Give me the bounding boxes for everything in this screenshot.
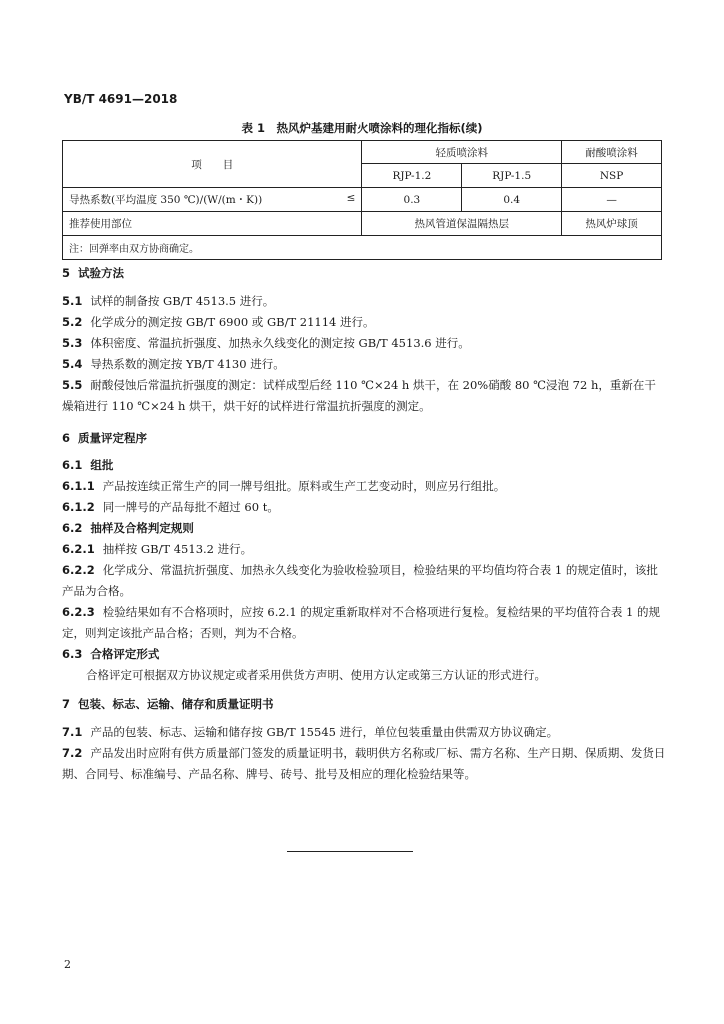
- clause-6-1-2: 6.1.2 同一牌号的产品每批不超过 60 t。: [62, 500, 279, 514]
- section-7-heading: 7 包装、标志、运输、储存和质量证明书: [62, 697, 274, 711]
- clause-5-1: 5.1 试样的制备按 GB/T 4513.5 进行。: [62, 294, 275, 308]
- table-header-row: [63, 141, 662, 164]
- clause-7-1: 7.1 产品的包装、标志、运输和储存按 GB/T 15545 进行，单位包装重量由供需双方协议确定。: [62, 725, 559, 739]
- clause-6-2-1: 6.2.1 抽样按 GB/T 4513.2 进行。: [62, 542, 253, 556]
- clause-6-3-heading: 6.3 合格评定形式: [62, 647, 160, 661]
- cell-usage-acid: 热风炉球顶: [562, 212, 662, 236]
- header-item: 项 目: [63, 141, 362, 188]
- table-row: [63, 212, 662, 236]
- clause-6-2-3: 6.2.3 检验结果如有不合格项时，应按 6.2.1 的规定重新取样对不合格项进行复检。复检结果的平均值符合表 1 的规定，则判定该批产品合格；否则，判为不合格。: [62, 605, 660, 640]
- page-number: 2: [64, 958, 71, 971]
- table-note: 注：回弹率由双方协商确定。: [63, 236, 662, 260]
- row-label-conductivity: [63, 188, 362, 212]
- clause-6-1-heading: 6.1 组批: [62, 458, 114, 472]
- subheader-rjp-1-5: RJP-1.5: [462, 164, 562, 188]
- table-note-row: [63, 236, 662, 260]
- properties-table: [62, 140, 662, 260]
- header-light-castable: 轻质喷涂料: [362, 141, 562, 164]
- clause-5-5: 5.5 耐酸侵蚀后常温抗折强度的测定：试样成型后经 110 ℃×24 h 烘干，在 20%硝酸 80 ℃浸泡 72 h，重新在干燥箱进行 110 ℃×24 h 烘干，烘干好的试样进行常温抗折强度的测定。: [62, 378, 656, 413]
- table-row: [63, 188, 662, 212]
- subheader-nsp: NSP: [562, 164, 662, 188]
- conductivity-label: 导热系数(平均温度 350 ℃)/(W/(m・K)): [69, 194, 263, 206]
- header-acid-castable: 耐酸喷涂料: [562, 141, 662, 164]
- section-5-heading: 5 试验方法: [62, 266, 125, 280]
- table-title: 表 1 热风炉基建用耐火喷涂料的理化指标(续): [241, 121, 483, 135]
- standard-code: YB/T 4691—2018: [64, 92, 178, 106]
- clause-5-3: 5.3 体积密度、常温抗折强度、加热永久线变化的测定按 GB/T 4513.6 进行。: [62, 336, 470, 350]
- clause-6-2-2: 6.2.2 化学成分、常温抗折强度、加热永久线变化为验收检验项目，检验结果的平均值均符合表 1 的规定值时，该批产品为合格。: [62, 563, 658, 598]
- subheader-rjp-1-2: RJP-1.2: [362, 164, 462, 188]
- end-rule: [287, 851, 413, 852]
- le-symbol: ≤: [346, 192, 356, 204]
- row-label-usage: 推荐使用部位: [63, 212, 362, 236]
- cell-value: 0.3: [362, 188, 462, 212]
- clause-5-4: 5.4 导热系数的测定按 YB/T 4130 进行。: [62, 357, 285, 371]
- clause-6-2-heading: 6.2 抽样及合格判定规则: [62, 521, 194, 535]
- cell-value: 0.4: [462, 188, 562, 212]
- clause-6-1-1: 6.1.1 产品按连续正常生产的同一牌号组批。原料或生产工艺变动时，则应另行组批。: [62, 479, 506, 493]
- clause-7-2: 7.2 产品发出时应附有供方质量部门签发的质量证明书，载明供方名称或厂标、需方名称、生产日期、保质期、发货日期、合同号、标准编号、产品名称、牌号、砖号、批号及相应的理化检验结果等。: [62, 746, 666, 781]
- clause-6-3-text: 合格评定可根据双方协议规定或者采用供货方声明、使用方认定或第三方认证的形式进行。: [86, 668, 546, 682]
- cell-value: —: [562, 188, 662, 212]
- section-6-heading: 6 质量评定程序: [62, 431, 148, 445]
- cell-usage-light: 热风管道保温隔热层: [362, 212, 562, 236]
- clause-5-2: 5.2 化学成分的测定按 GB/T 6900 或 GB/T 21114 进行。: [62, 315, 375, 329]
